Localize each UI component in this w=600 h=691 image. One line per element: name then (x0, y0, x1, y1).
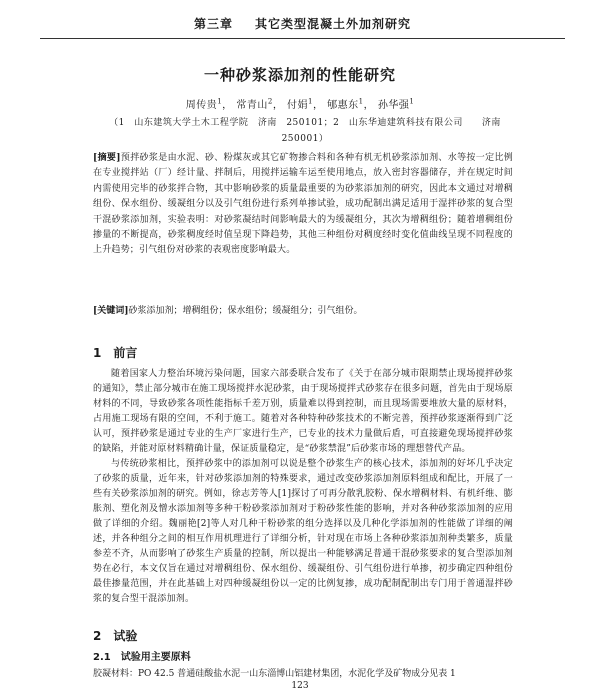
author-name: 付娟 (287, 100, 309, 111)
intro-paragraph: 随着国家人力整治环境污染问题，国家六部委联合发布了《关于在部分城市限期禁止现场搅拌砂浆的通知》，禁止部分城市在施工现场搅拌水泥砂浆，由于现场搅拌式砂浆存在很多问题，首先由于现场原材料的不同，导致砂浆各项性能指标千差万别，质量难以得到控制，而且现场需要堆放大量的原材料，占用施工现场有限的空间，不利于施工。随着对各种特种砂浆技术的不断完善，预拌砂浆逐渐得到广泛认可，预拌砂浆是通过专业的生产厂家进行生产，已专业的技术力量做后盾，可直接避免现场搅拌砂浆的缺陷，并能对原材料精确计量，保证质量稳定，是“砂浆禁混”后砂浆市场的理想替代产品。 (93, 369, 513, 454)
author-affil-mark: 1 (308, 97, 313, 106)
materials-text: 胶凝材料：PO 42.5 普通硅酸盐水泥一山东淄博山铝建材集团，水泥化学及矿物成分见表 1 (93, 669, 456, 679)
author-name: 郇惠东 (327, 100, 359, 111)
subsection-heading-materials: 2.1 试验用主要原料 (93, 652, 191, 663)
affiliation-line: （1 山东建筑大学土木工程学院 济南 250101；2 山东华迪建筑科技有限公司 济南 (109, 118, 501, 128)
keywords (93, 304, 513, 318)
author-list: 周传贵$^1$， 常青山$^2$， 付娟$^1$， 郇惠东$^1$， 孙华强$^1$ (185, 97, 415, 111)
affiliations (90, 115, 520, 147)
author-affil-mark: 2 (267, 97, 273, 106)
intro-paragraph: 与传统砂浆相比，预拌砂浆中的添加剂可以说是整个砂浆生产的核心技术，添加剂的好坏几乎决定了砂浆的质量，近年来，针对砂浆添加剂的特殊要求，通过改变砂浆添加剂原料组成和配比，开展了一些有关砂浆添加剂的研究。例如，徐志芳等人[1]探讨了可再分散乳胶粉、保水增稠材料、有机纤维、膨胀剂、塑化剂及憎水添加剂等多种干粉砂浆添加剂对于粉砂浆性能的影响，并对各种砂浆添加剂的应用做了详细的介绍。魏丽艳[2]等人对几种干粉砂浆的组分选择以及几种化学添加剂的性能做了详细的阐述，并各种组分之间的相互作用机理进行了详细分析，针对现在市场上各种砂浆添加剂种类繁多，质量参差不齐，从而影响了砂浆生产质量的控制，所以提出一种能够满足普通干混砂浆要求的复合型添加剂势在必行，本文仅旨在通过对增稠组份、保水组份、缓凝组份、引气组份进行单掺，初步确定四种组份最佳掺量范围，并在此基础上对四种缓凝组份以一定的比例复掺，成功配制配制出专门用于普通湿拌砂浆的复合型干混添加剂。 (93, 459, 513, 604)
keywords-label: [关键词] (93, 306, 129, 316)
author-affil-mark: 1 (217, 97, 223, 106)
author-name: 周传贵 (185, 100, 218, 111)
header-chapter: 第三章 (193, 16, 233, 31)
paper-title: 一种砂浆添加剂的性能研究 (203, 66, 396, 84)
abstract (93, 151, 513, 259)
section-heading-experiment: 2 试验 (93, 629, 138, 643)
abstract-text: 预拌砂浆是由水泥、砂、粉煤灰或其它矿物掺合料和各种有机无机砂浆添加剂、水等按一定比例在专业搅拌站（厂）经计量、拌制后，用搅拌运输车运至使用地点，放入密封容器储存，并在规定时间内需使用完毕的砂浆拌合物，其中影响砂浆的质量最重要的为砂浆添加剂的研究，因此本文通过对增稠组份、保水组份、缓凝组分以及引气组份进行系列单掺试验，成功配制出满足适用于湿拌砂浆的复合型干混砂浆添加剂，实验表明：对砂浆凝结时间影响最大的为缓凝组分，其次为增稠组份；随着增稠组份掺量的不断提高，砂浆稠度经时值呈现下降趋势，其他三种组份对稠度经时变化值曲线呈现不同程度的上升趋势；引气组份对砂浆的表观密度影响最大。 (93, 153, 513, 256)
page-number: 123 (291, 681, 309, 691)
author-name: 常青山 (236, 100, 268, 111)
author-affil-mark: 1 (409, 97, 415, 106)
affiliation-line: 250001） (281, 134, 329, 144)
author-name: 孙华强 (377, 100, 410, 111)
header-rule (40, 38, 565, 39)
running-header (40, 8, 565, 38)
section-heading-intro: 1 前言 (93, 346, 138, 360)
keywords-text: 砂浆添加剂；增稠组份；保水组份；缓凝组分；引气组份。 (128, 306, 363, 316)
abstract-label: [摘要] (93, 153, 121, 163)
author-affil-mark: 1 (358, 97, 364, 106)
header-section: 其它类型混凝土外加剂研究 (255, 16, 412, 31)
